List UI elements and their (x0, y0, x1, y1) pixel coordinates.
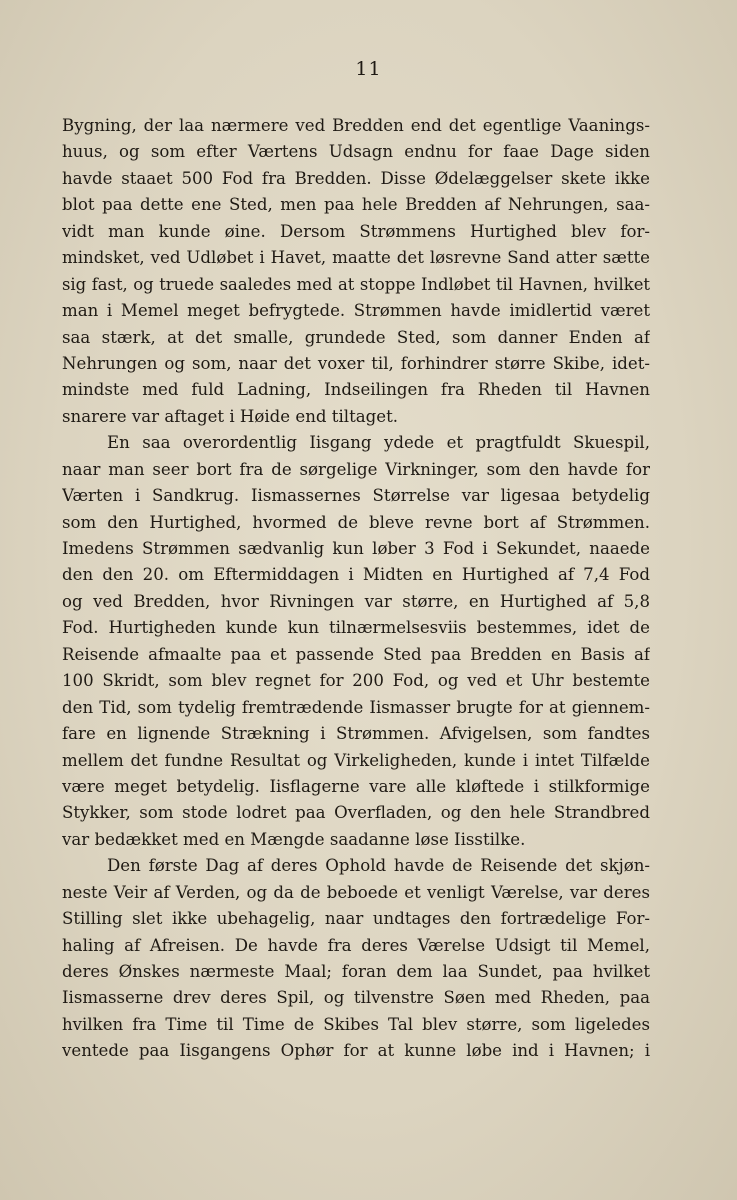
page-number: 11 (355, 58, 382, 80)
text-line: havde staaet 500 Fod fra Bredden. Disse Ødelæggelser skete ikke (62, 168, 650, 188)
text-line: Bygning, der laa nærmere ved Bredden end det egentlige Vaanings- (62, 116, 650, 135)
text-line: fare en lignende Strækning i Strømmen. Afvigelsen, som fandtes (62, 724, 650, 744)
text-line: snarere var aftaget i Høide end tiltaget. (62, 406, 399, 426)
text-line: neste Veir af Verden, og da de beboede et venligt Værelse, var deres (62, 882, 650, 902)
text-line: deres Ønskes nærmeste Maal; foran dem laa Sundet, paa hvilket (62, 962, 650, 981)
text-line: den Tid, som tydelig fremtrædende Iismasser brugte for at giennem- (62, 697, 650, 717)
text-line: haling af Afreisen. De havde fra deres Værelse Udsigt til Memel, (62, 935, 650, 955)
text-line: Nehrungen og som, naar det voxer til, forhindrer større Skibe, idet- (62, 353, 650, 373)
text-line: man i Memel meget befrygtede. Strømmen havde imidlertid været (62, 301, 650, 321)
text-line: sig fast, og truede saaledes med at stoppe Indløbet til Havnen, hvilket (62, 274, 650, 294)
text-line: Den første Dag af deres Ophold havde de Reisende det skjøn- (107, 856, 650, 876)
text-line: Fod. Hurtigheden kunde kun tilnærmelsesviis bestemmes, idet de (62, 618, 650, 638)
text-line: ventede paa Iisgangens Ophør for at kunne løbe ind i Havnen; i (62, 1041, 650, 1061)
text-line: 100 Skridt, som blev regnet for 200 Fod, og ved et Uhr bestemte (62, 671, 650, 691)
text-line: Værten i Sandkrug. Iismassernes Størrelse var ligesaa betydelig (62, 486, 650, 506)
text-line: saa stærk, at det smalle, grundede Sted, som danner Enden af (62, 327, 650, 347)
text-line: og ved Bredden, hvor Rivningen var større, en Hurtighed af 5,8 (62, 591, 650, 611)
text-line: Imedens Strømmen sædvanlig kun løber 3 Fod i Sekundet, naaede (62, 539, 650, 558)
text-line: Reisende afmaalte paa et passende Sted paa Bredden en Basis af (62, 644, 650, 664)
text-line: Stykker, som stode lodret paa Overfladen, og den hele Strandbred (62, 803, 650, 823)
text-line: vidt man kunde øine. Dersom Strømmens Hurtighed blev for- (62, 221, 650, 241)
text-line: hvilken fra Time til Time de Skibes Tal blev større, som ligeledes (62, 1014, 650, 1034)
text-line: som den Hurtighed, hvormed de bleve revne bort af Strømmen. (62, 512, 650, 532)
text-line: den den 20. om Eftermiddagen i Midten en Hurtighed af 7,4 Fod (62, 565, 650, 585)
text-line: Stilling slet ikke ubehagelig, naar undtages den fortrædelige For- (62, 909, 650, 929)
text-line: mindste med fuld Ladning, Indseilingen fra Rheden til Havnen (62, 380, 650, 400)
body-text (62, 113, 650, 1065)
text-line: huus, og som efter Værtens Udsagn endnu for faae Dage siden (62, 142, 650, 162)
text-line: En saa overordentlig Iisgang ydede et pragtfuldt Skuespil, (107, 433, 650, 453)
text-line: mindsket, ved Udløbet i Havet, maatte det løsrevne Sand atter sætte (62, 248, 650, 268)
text-line: mellem det fundne Resultat og Virkeligheden, kunde i intet Tilfælde (62, 750, 650, 770)
text-line: var bedækket med en Mængde saadanne løse Iisstilke. (62, 829, 526, 849)
text-line: være meget betydelig. Iisflagerne vare alle kløftede i stilkformige (62, 776, 650, 796)
text-line: naar man seer bort fra de sørgelige Virkninger, som den havde for (62, 459, 650, 479)
text-line: blot paa dette ene Sted, men paa hele Bredden af Nehrungen, saa- (62, 195, 650, 215)
text-line: Iismasserne drev deres Spil, og tilvenstre Søen med Rheden, paa (62, 988, 650, 1008)
